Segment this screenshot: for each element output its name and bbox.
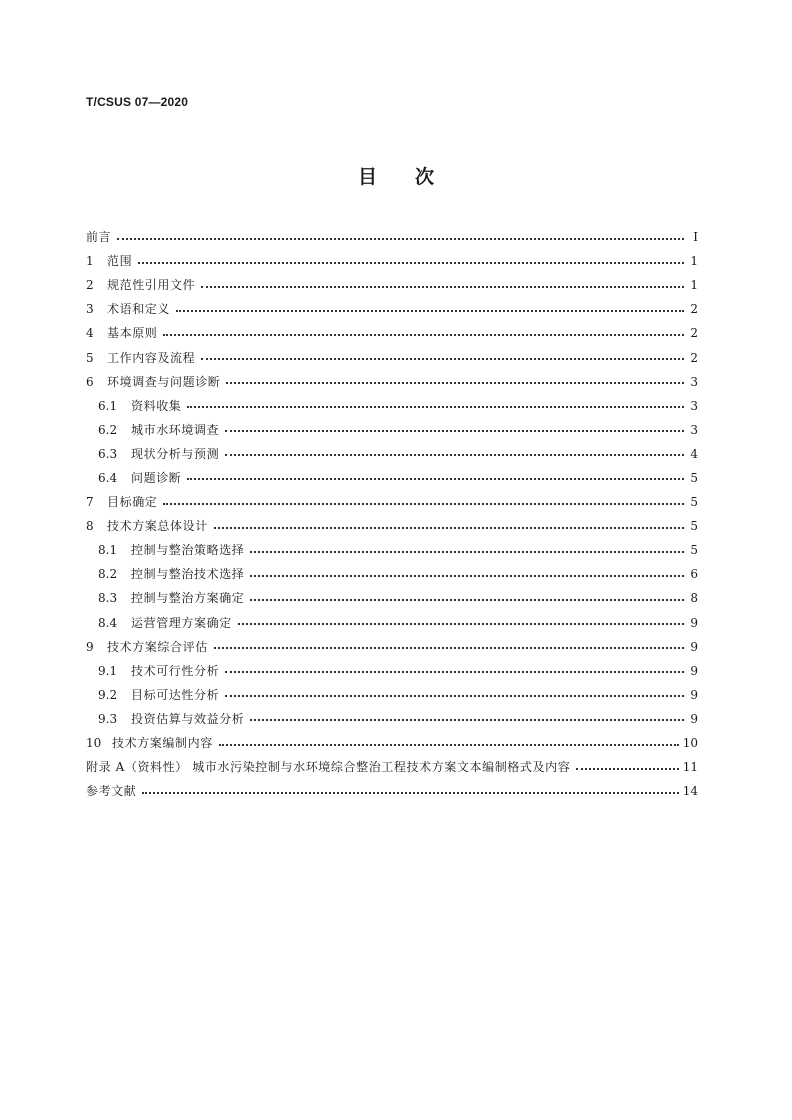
toc-entry[interactable] — [86, 345, 698, 369]
toc-entry[interactable] — [86, 490, 698, 514]
toc-entry[interactable] — [86, 273, 698, 297]
toc-entry-number: 8.4 — [98, 615, 118, 630]
toc-entry-page: 3 — [690, 422, 698, 437]
toc-entry[interactable] — [86, 779, 698, 803]
toc-entry[interactable] — [86, 225, 698, 249]
toc-entry-number: 6.2 — [98, 422, 118, 437]
toc-entry-label: 运营管理方案确定 — [131, 615, 232, 630]
toc-entry-number: 10 — [86, 736, 102, 751]
toc-entry-number: 6.4 — [98, 470, 118, 485]
toc-entry-label: 资料收集 — [131, 398, 182, 413]
document-code: T/CSUS 07—2020 — [86, 95, 189, 109]
dot-leader — [225, 670, 684, 673]
toc-entry-page: 3 — [690, 398, 698, 413]
toc-entry[interactable] — [86, 418, 698, 442]
dot-leader — [225, 694, 684, 697]
toc-entry[interactable] — [86, 442, 698, 466]
table-of-contents — [86, 225, 698, 803]
toc-entry-label: 目标确定 — [107, 495, 158, 510]
toc-entry-label: 技术方案编制内容 — [112, 736, 213, 751]
toc-entry[interactable] — [86, 466, 698, 490]
dot-leader — [225, 429, 684, 432]
toc-entry-page: 1 — [690, 254, 698, 269]
toc-entry-label: 控制与整治技术选择 — [131, 567, 245, 582]
page-title: 目次 — [357, 166, 472, 188]
toc-entry[interactable] — [86, 321, 698, 345]
toc-entry-number: 9 — [86, 639, 94, 654]
toc-entry-page: 2 — [690, 350, 698, 365]
toc-entry-page: 9 — [690, 639, 698, 654]
toc-entry-number: 9.3 — [98, 711, 118, 726]
toc-entry-page: Ⅰ — [693, 230, 698, 245]
dot-leader — [117, 237, 684, 240]
dot-leader — [201, 357, 684, 360]
toc-entry-label: 目标可达性分析 — [131, 687, 220, 702]
toc-entry-page: 9 — [690, 711, 698, 726]
toc-entry-label: 控制与整治策略选择 — [131, 543, 245, 558]
dot-leader — [226, 381, 684, 384]
toc-entry-label: 基本原则 — [107, 326, 158, 341]
toc-entry-label: 规范性引用文件 — [107, 278, 196, 293]
toc-entry-number: 3 — [86, 302, 94, 317]
toc-entry[interactable] — [86, 586, 698, 610]
dot-leader — [250, 550, 684, 553]
toc-entry-page: 9 — [690, 615, 698, 630]
dot-leader — [163, 333, 684, 336]
dot-leader — [187, 405, 684, 408]
toc-entry-label: 范围 — [107, 254, 133, 269]
toc-entry-page: 5 — [690, 470, 698, 485]
dot-leader — [176, 309, 684, 312]
toc-entry-number: 1 — [86, 254, 94, 269]
toc-entry-page: 9 — [690, 687, 698, 702]
toc-entry-page: 1 — [690, 278, 698, 293]
toc-entry-label: 现状分析与预测 — [131, 446, 220, 461]
toc-entry-number: 2 — [86, 278, 94, 293]
toc-entry-page: 5 — [690, 519, 698, 534]
toc-entry-number: 8 — [86, 519, 94, 534]
toc-entry-page: 8 — [690, 591, 698, 606]
toc-entry-number: 9.2 — [98, 687, 118, 702]
toc-entry[interactable] — [86, 394, 698, 418]
toc-entry-label: 附录 A（资料性） 城市水污染控制与水环境综合整治工程技术方案文本编制格式及内容 — [86, 760, 571, 775]
toc-entry[interactable] — [86, 611, 698, 635]
toc-entry-number: 8.2 — [98, 567, 118, 582]
toc-entry-label: 前言 — [86, 230, 112, 245]
dot-leader — [142, 791, 678, 794]
toc-entry-number: 6.3 — [98, 446, 118, 461]
toc-entry-label: 技术可行性分析 — [131, 663, 220, 678]
toc-entry-label: 控制与整治方案确定 — [131, 591, 245, 606]
toc-entry-number: 4 — [86, 326, 94, 341]
dot-leader — [219, 743, 679, 746]
dot-leader — [250, 718, 684, 721]
dot-leader — [214, 646, 684, 649]
toc-entry-number: 8.3 — [98, 591, 118, 606]
toc-entry-label: 参考文献 — [86, 784, 137, 799]
toc-entry[interactable] — [86, 707, 698, 731]
toc-entry-label: 环境调查与问题诊断 — [107, 374, 221, 389]
toc-entry-page: 6 — [690, 567, 698, 582]
toc-entry-page: 3 — [690, 374, 698, 389]
toc-entry-number: 5 — [86, 350, 94, 365]
toc-entry-label: 术语和定义 — [107, 302, 171, 317]
dot-leader — [250, 574, 684, 577]
toc-entry-page: 5 — [690, 495, 698, 510]
toc-entry-number: 8.1 — [98, 543, 118, 558]
toc-entry-page: 5 — [690, 543, 698, 558]
toc-entry-number: 9.1 — [98, 663, 118, 678]
toc-entry[interactable] — [86, 731, 698, 755]
toc-entry-number: 6 — [86, 374, 94, 389]
toc-entry-page: 9 — [690, 663, 698, 678]
toc-entry-label: 技术方案综合评估 — [107, 639, 208, 654]
toc-entry-page: 14 — [682, 784, 698, 799]
toc-entry[interactable] — [86, 297, 698, 321]
dot-leader — [238, 622, 684, 625]
dot-leader — [201, 285, 684, 288]
dot-leader — [250, 598, 684, 601]
toc-entry[interactable] — [86, 249, 698, 273]
toc-entry[interactable] — [86, 659, 698, 683]
toc-entry-number: 6.1 — [98, 398, 118, 413]
dot-leader — [214, 526, 684, 529]
toc-entry[interactable] — [86, 514, 698, 538]
toc-entry-label: 技术方案总体设计 — [107, 519, 208, 534]
dot-leader — [138, 261, 684, 264]
toc-entry[interactable] — [86, 538, 698, 562]
toc-entry[interactable] — [86, 562, 698, 586]
toc-entry[interactable] — [86, 755, 698, 779]
toc-entry[interactable] — [86, 683, 698, 707]
toc-entry[interactable] — [86, 635, 698, 659]
toc-entry-label: 问题诊断 — [131, 470, 182, 485]
dot-leader — [225, 453, 684, 456]
dot-leader — [163, 502, 684, 505]
toc-entry-page: 2 — [690, 302, 698, 317]
toc-entry-label: 工作内容及流程 — [107, 350, 196, 365]
toc-entry-page: 11 — [682, 760, 698, 775]
toc-entry-page: 10 — [682, 736, 698, 751]
toc-entry-page: 4 — [690, 446, 698, 461]
toc-entry-label: 投资估算与效益分析 — [131, 711, 245, 726]
dot-leader — [576, 767, 678, 770]
toc-entry-label: 城市水环境调查 — [131, 422, 220, 437]
toc-entry-number: 7 — [86, 495, 94, 510]
toc-entry-page: 2 — [690, 326, 698, 341]
dot-leader — [187, 477, 684, 480]
toc-entry[interactable] — [86, 370, 698, 394]
